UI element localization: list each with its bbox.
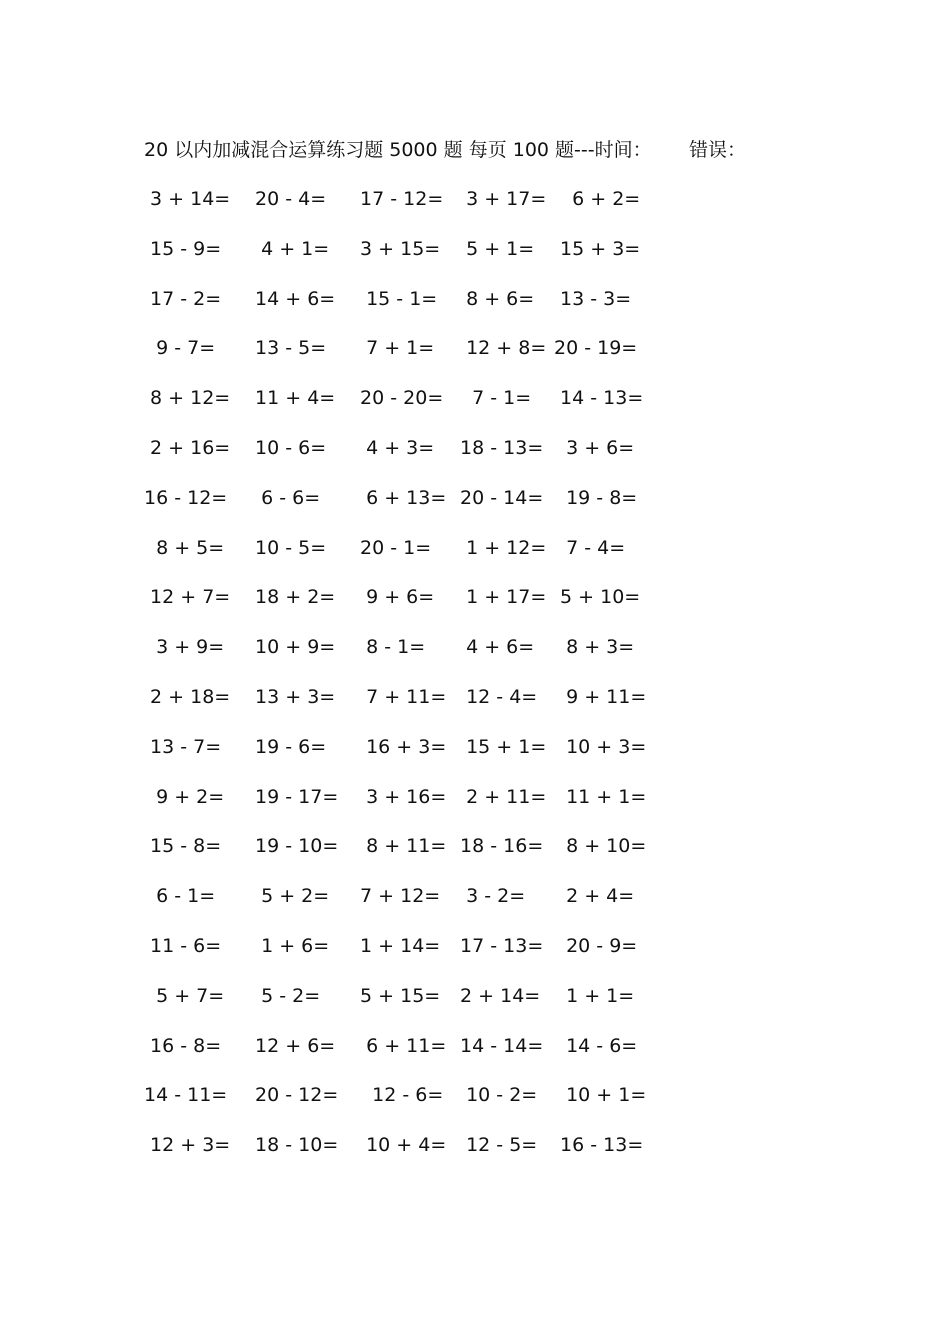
problem-item: 12 + 7= [144,586,231,609]
problem-item: 5 - 2= [249,984,321,1007]
problem-item: 15 - 1= [354,287,438,310]
problem-item: 10 + 3= [554,735,647,758]
problem-row [144,336,704,386]
problem-item: 3 + 14= [144,188,231,210]
problem-item: 10 - 6= [249,436,327,459]
problem-item: 5 + 10= [554,586,641,609]
problem-item: 8 + 6= [454,287,535,310]
problem-item: 7 - 1= [454,387,532,410]
problem-item: 10 - 5= [249,536,327,559]
problem-item: 7 - 4= [554,536,626,559]
problem-item: 11 + 4= [249,387,336,410]
problem-row [144,685,704,735]
problem-item: 19 - 8= [554,486,638,509]
problem-item: 15 - 9= [144,237,222,260]
problem-row [144,735,704,785]
problem-row [144,585,704,635]
problem-row [144,934,704,984]
problem-item: 1 + 12= [454,536,547,559]
worksheet-header [144,138,747,162]
problem-item: 3 + 17= [454,188,547,210]
problem-item: 9 - 7= [144,337,216,360]
problem-row [144,486,704,536]
problem-item: 2 + 16= [144,436,231,459]
problem-item: 8 + 11= [354,835,447,858]
problem-item: 9 + 11= [554,685,647,708]
problem-item: 5 + 1= [454,237,535,260]
problem-item: 12 + 8= [454,337,547,360]
problem-item: 14 - 11= [144,1084,228,1107]
problem-item: 7 + 11= [354,685,447,708]
problem-item: 7 + 12= [354,885,441,908]
problem-row [144,436,704,486]
problem-row [144,635,704,685]
problem-item: 16 - 8= [144,1034,222,1057]
problem-item: 15 + 1= [454,735,547,758]
problem-item: 18 - 16= [454,835,544,858]
problem-item: 1 + 14= [354,934,441,957]
problem-item: 19 - 17= [249,785,339,808]
problem-row [144,884,704,934]
problem-item: 8 - 1= [354,636,426,659]
problem-item: 20 - 9= [554,934,638,957]
problem-item: 2 + 14= [454,984,541,1007]
problem-item: 16 - 13= [554,1134,644,1157]
problem-item: 14 - 14= [454,1034,544,1057]
problem-item: 4 + 6= [454,636,535,659]
problem-item: 16 + 3= [354,735,447,758]
problem-row [144,237,704,287]
problem-item: 11 + 1= [554,785,647,808]
problem-item: 3 + 6= [554,436,635,459]
problem-item: 11 - 6= [144,934,222,957]
problem-item: 18 - 13= [454,436,544,459]
problem-item: 5 + 2= [249,885,330,908]
problem-item: 20 - 1= [354,536,432,559]
problem-item: 15 - 8= [144,835,222,858]
problem-item: 20 - 19= [554,337,638,360]
problem-item: 17 - 12= [354,188,444,210]
problem-item: 2 + 18= [144,685,231,708]
problem-item: 15 + 3= [554,237,641,260]
problem-item: 13 - 3= [554,287,632,310]
problem-item: 8 + 12= [144,387,231,410]
problem-item: 19 - 6= [249,735,327,758]
problem-row [144,536,704,586]
problem-item: 12 - 5= [454,1134,538,1157]
problem-item: 3 + 16= [354,785,447,808]
problem-item: 10 + 1= [554,1084,647,1107]
problem-grid [144,187,704,1183]
problem-row [144,287,704,337]
problem-item: 5 + 15= [354,984,441,1007]
problem-item: 10 - 2= [454,1084,538,1107]
problem-item: 12 - 4= [454,685,538,708]
problem-item: 17 - 13= [454,934,544,957]
problem-item: 20 - 4= [249,188,327,210]
worksheet-title: 20 以内加减混合运算练习题 5000 题 每页 100 题---时间： [144,139,652,161]
problem-item: 6 - 6= [249,486,321,509]
problem-row [144,984,704,1034]
problem-row [144,386,704,436]
problem-item: 14 + 6= [249,287,336,310]
problem-row [144,1133,704,1183]
problem-item: 4 + 1= [249,237,330,260]
problem-item: 19 - 10= [249,835,339,858]
problem-item: 17 - 2= [144,287,222,310]
problem-item: 6 - 1= [144,885,216,908]
problem-item: 9 + 6= [354,586,435,609]
problem-item: 14 - 13= [554,387,644,410]
problem-item: 20 - 14= [454,486,544,509]
problem-item: 12 - 6= [354,1084,444,1107]
problem-row [144,1083,704,1133]
problem-item: 1 + 17= [454,586,547,609]
problem-item: 9 + 2= [144,785,225,808]
problem-item: 8 + 3= [554,636,635,659]
problem-row [144,834,704,884]
problem-item: 1 + 1= [554,984,635,1007]
problem-item: 12 + 3= [144,1134,231,1157]
problem-item: 5 + 7= [144,984,225,1007]
problem-item: 13 + 3= [249,685,336,708]
problem-item: 6 + 13= [354,486,447,509]
errors-label: 错误： [689,139,747,161]
problem-item: 6 + 11= [354,1034,447,1057]
problem-row [144,1034,704,1084]
problem-item: 3 + 15= [354,237,441,260]
problem-item: 20 - 20= [354,387,444,410]
problem-row [144,187,704,237]
problem-row [144,785,704,835]
problem-item: 16 - 12= [144,486,228,509]
problem-item: 20 - 12= [249,1084,339,1107]
problem-item: 8 + 10= [554,835,647,858]
problem-item: 1 + 6= [249,934,330,957]
problem-item: 3 + 9= [144,636,225,659]
problem-item: 4 + 3= [354,436,435,459]
problem-item: 12 + 6= [249,1034,336,1057]
problem-item: 18 - 10= [249,1134,339,1157]
problem-item: 7 + 1= [354,337,435,360]
problem-item: 14 - 6= [554,1034,638,1057]
problem-item: 8 + 5= [144,536,225,559]
problem-item: 10 + 4= [354,1134,447,1157]
problem-item: 13 - 7= [144,735,222,758]
problem-item: 10 + 9= [249,636,336,659]
problem-item: 3 - 2= [454,885,526,908]
problem-item: 6 + 2= [554,188,641,210]
problem-item: 2 + 11= [454,785,547,808]
problem-item: 13 - 5= [249,337,327,360]
problem-item: 18 + 2= [249,586,336,609]
problem-item: 2 + 4= [554,885,635,908]
